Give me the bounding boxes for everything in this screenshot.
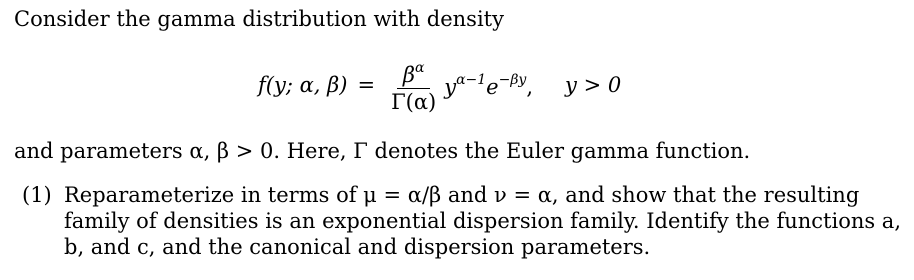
- kernel-y-base: y: [444, 74, 457, 99]
- fraction-numerator: [397, 56, 431, 89]
- equation-lhs: f(y; α, β): [258, 73, 348, 97]
- numerator-exponent: α: [414, 60, 425, 76]
- equation-equals: =: [357, 73, 376, 97]
- fraction-denominator: Γ(α): [391, 90, 437, 114]
- intro-sentence: Consider the gamma distribution with density: [14, 7, 504, 31]
- kernel-y-exponent: α−1: [456, 71, 487, 88]
- exercise-item-text: [64, 182, 902, 260]
- numerator-base: β: [402, 63, 415, 87]
- equation-kernel: [444, 72, 533, 99]
- exercise-line-2: family of densities is an exponential dispersion family. Identify the functions a,: [64, 209, 902, 233]
- gamma-density-equation: [258, 50, 621, 120]
- equation-fraction: [385, 56, 442, 114]
- exercise-item-number: (1): [22, 183, 52, 207]
- equation-comma: ,: [526, 74, 534, 99]
- kernel-e-exponent: −βy: [498, 71, 527, 88]
- equation-condition: y > 0: [565, 73, 622, 97]
- exercise-line-1: Reparameterize in terms of μ = α/β and ν = α, and show that the resulting: [64, 183, 860, 207]
- exercise-line-3: b, and c, and the canonical and dispersion parameters.: [64, 235, 651, 259]
- parameters-sentence: and parameters α, β > 0. Here, Γ denotes the Euler gamma function.: [14, 139, 751, 163]
- kernel-e-base: e: [486, 74, 499, 99]
